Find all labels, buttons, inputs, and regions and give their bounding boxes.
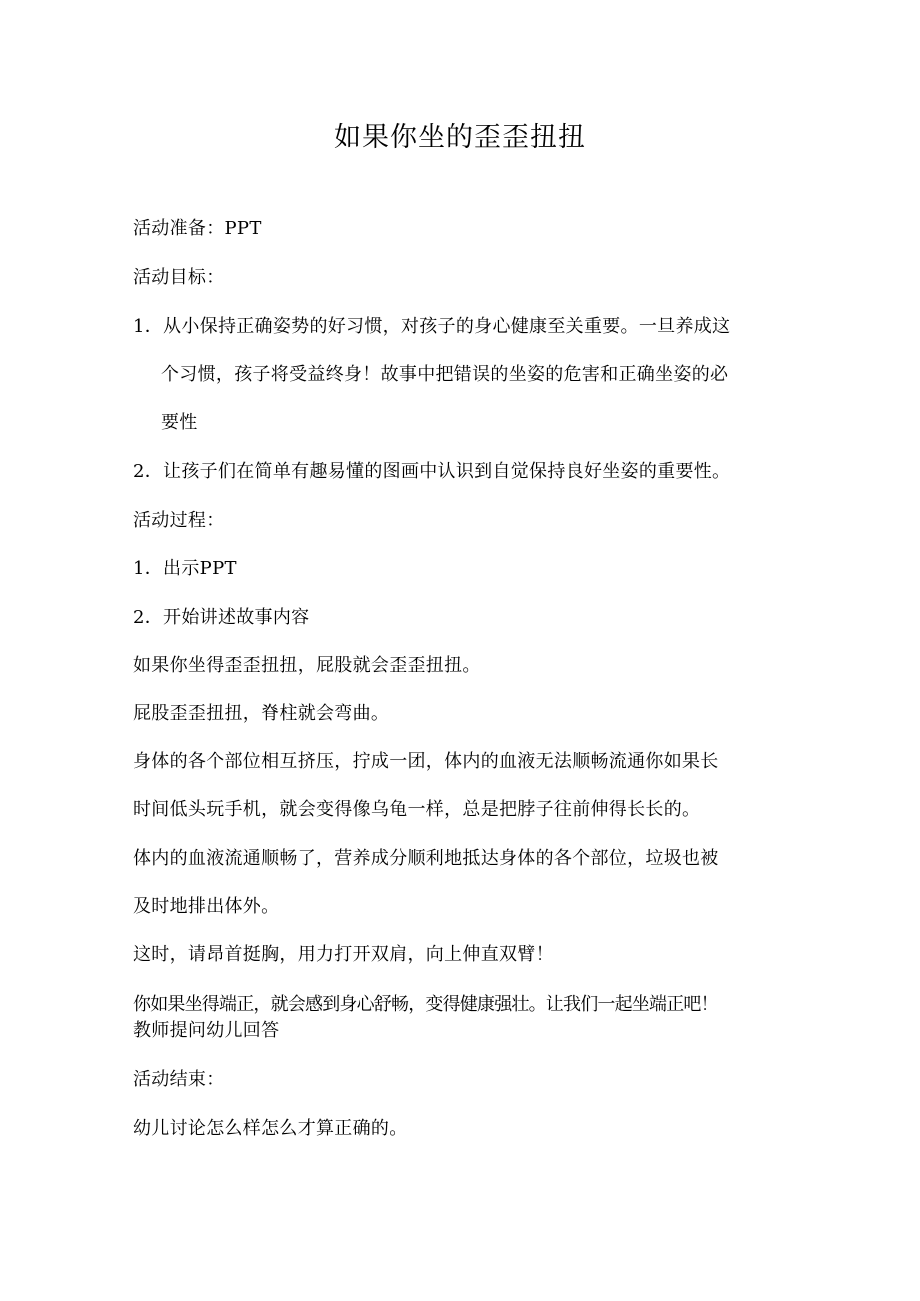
- activity-preparation: 活动准备：PPT: [133, 218, 262, 239]
- story-line-2: 屁股歪歪扭扭，脊柱就会弯曲。: [133, 703, 390, 724]
- story-line-1: 如果你坐得歪歪扭扭，屁股就会歪歪扭扭。: [133, 655, 481, 676]
- story-line-6: 及时地排出体外。: [133, 896, 280, 917]
- goal-1-line-2: 个习惯，孩子将受益终身！故事中把错误的坐姿的危害和正确坐姿的必: [161, 364, 729, 385]
- document-title: 如果你坐的歪歪扭扭: [334, 122, 586, 153]
- process-step-1: 1．出示PPT: [133, 558, 237, 579]
- activity-end-heading: 活动结束：: [133, 1069, 225, 1090]
- goal-2: 2．让孩子们在简单有趣易懂的图画中认识到自觉保持良好坐姿的重要性。: [133, 461, 731, 482]
- story-line-8: 你如果坐得端正，就会感到身心舒畅，变得健康强壮。让我们一起坐端正吧！: [133, 994, 718, 1015]
- activity-process-heading: 活动过程：: [133, 510, 225, 531]
- teacher-question: 教师提问幼儿回答: [133, 1020, 280, 1041]
- story-line-7: 这时，请昂首挺胸，用力打开双肩，向上伸直双臂！: [133, 944, 554, 965]
- goal-1-line-3: 要性: [161, 412, 198, 433]
- story-line-4: 时间低头玩手机，就会变得像乌龟一样，总是把脖子往前伸得长长的。: [133, 799, 701, 820]
- process-step-2: 2．开始讲述故事内容: [133, 607, 310, 628]
- goal-1-line-1: 1．从小保持正确姿势的好习惯，对孩子的身心健康至关重要。一旦养成这: [133, 316, 731, 337]
- story-line-5: 体内的血液流通顺畅了，营养成分顺利地抵达身体的各个部位，垃圾也被: [133, 848, 719, 869]
- activity-goals-heading: 活动目标：: [133, 267, 225, 288]
- activity-end-content: 幼儿讨论怎么样怎么才算正确的。: [133, 1118, 408, 1139]
- story-line-3: 身体的各个部位相互挤压，拧成一团，体内的血液无法顺畅流通你如果长: [133, 751, 719, 772]
